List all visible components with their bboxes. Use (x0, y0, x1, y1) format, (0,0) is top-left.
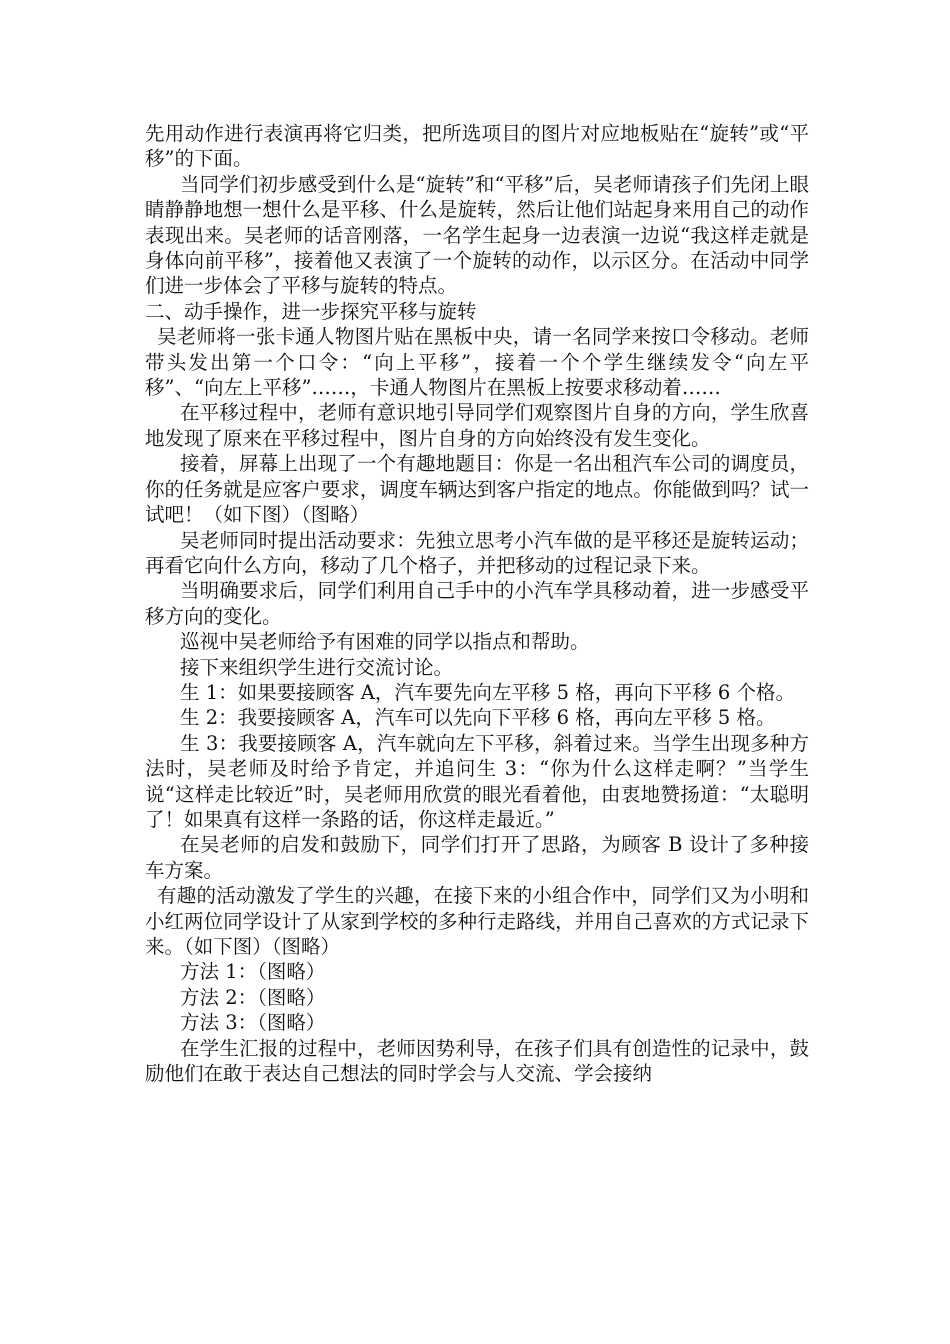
paragraph: 接着，屏幕上出现了一个有趣地题目：你是一名出租汽车公司的调度员，你的任务就是应客户要求，调度车辆达到客户指定的地点。你能做到吗？试一试吧！（如下图）（图略） (145, 452, 809, 527)
paragraph: 方法 3：（图略） (180, 1011, 326, 1035)
paragraph: 在吴老师的启发和鼓励下，同学们打开了思路，为顾客 B 设计了多种接车方案。 (145, 833, 809, 882)
paragraph: 方法 2：（图略） (180, 985, 326, 1009)
paragraph: 巡视中吴老师给予有困难的同学以指点和帮助。 (180, 630, 590, 654)
paragraph: 在平移过程中，老师有意识地引导同学们观察图片自身的方向，学生欣喜地发现了原来在平移过程中，图片自身的方向始终没有发生变化。 (145, 401, 809, 450)
paragraph: 有趣的活动激发了学生的兴趣，在接下来的小组合作中，同学们又为小明和小红两位同学设计了从家到学校的多种行走路线，并用自己喜欢的方式记录下来。（如下图）（图略） (145, 884, 809, 958)
paragraph: 生 3：我要接顾客 A，汽车就向左下平移，斜着过来。当学生出现多种方法时，吴老师及时给予肯定，并追问生 3：“你为什么这样走啊？”当学生说“这样走比较近”时，吴老师用欣赏的眼光看着他，由衷地赞扬道：“太聪明了！如果真有这样一条路的话，你这样走最近。” (145, 731, 809, 831)
paragraph: 当明确要求后，同学们利用自己手中的小汽车学具移动着，进一步感受平移方向的变化。 (145, 579, 809, 628)
document-body (145, 121, 809, 1086)
section-heading: 二、动手操作，进一步探究平移与旋转 (145, 299, 477, 323)
paragraph: 吴老师将一张卡通人物图片贴在黑板中央，请一名同学来按口令移动。老师带头发出第一个口令：“向上平移”，接着一个个学生继续发令“向左平移”、“向左上平移”……，卡通人物图片在黑板上按要求移动着…… (145, 325, 809, 400)
paragraph: 先用动作进行表演再将它归类，把所选项目的图片对应地板贴在“旋转”或“平移”的下面。 (145, 122, 809, 171)
paragraph: 生 1：如果要接顾客 A，汽车要先向左平移 5 格，再向下平移 6 个格。 (180, 680, 795, 704)
paragraph: 在学生汇报的过程中，老师因势利导，在孩子们具有创造性的记录中，鼓励他们在敢于表达自己想法的同时学会与人交流、学会接纳 (145, 1036, 809, 1086)
paragraph: 生 2：我要接顾客 A，汽车可以先向下平移 6 格，再向左平移 5 格。 (180, 706, 776, 730)
paragraph: 接下来组织学生进行交流讨论。 (180, 655, 454, 679)
paragraph: 当同学们初步感受到什么是“旋转”和“平移”后，吴老师请孩子们先闭上眼睛静静地想一想什么是平移、什么是旋转，然后让他们站起身来用自己的动作表现出来。吴老师的话音刚落，一名学生起身一边表演一边说“我这样走就是身体向前平移”，接着他又表演了一个旋转的动作，以示区分。在活动中同学们进一步体会了平移与旋转的特点。 (145, 172, 809, 298)
paragraph: 吴老师同时提出活动要求：先独立思考小汽车做的是平移还是旋转运动；再看它向什么方向，移动了几个格子，并把移动的过程记录下来。 (145, 528, 809, 577)
paragraph: 方法 1：（图略） (180, 960, 326, 984)
